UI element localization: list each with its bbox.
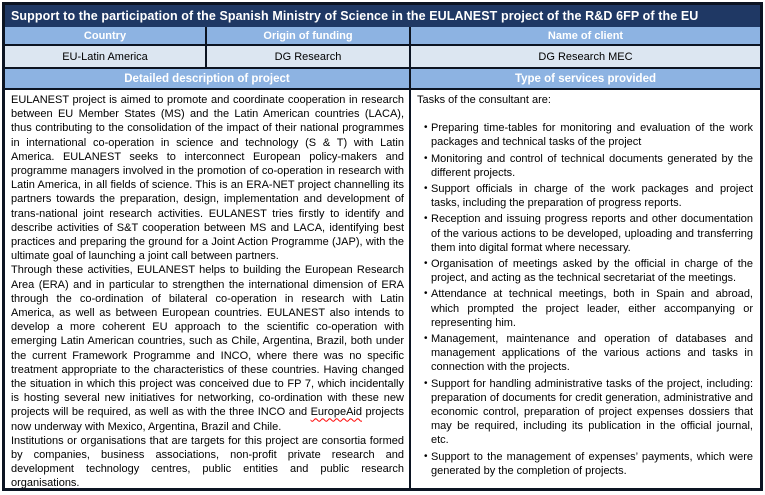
service-bullet-item: [417, 450, 754, 478]
description-body: [5, 88, 409, 488]
description-paragraph-2: [11, 263, 404, 433]
service-bullet-item: [417, 257, 754, 285]
service-bullet-item: [417, 287, 754, 330]
spellcheck-flagged-word: EuropeAid: [310, 406, 362, 419]
name-of-client-value: DG Research MEC: [409, 44, 760, 67]
service-bullet-item: [417, 332, 754, 375]
origin-of-funding-header: Origin of funding: [205, 27, 409, 44]
service-bullet-item: [417, 377, 754, 448]
bullet-icon: •: [424, 258, 428, 270]
bullet-icon: •: [424, 183, 428, 195]
description-paragraph-1: EULANEST project is aimed to promote and coordinate cooperation in research between EU Member States (MS) and the Latin American countries (LACA), thus contributing to the consolidation of the impact of their national programmes in international co-operation in science and technology (S & T) with Latin America. EULANEST seeks to interconnect European policy-makers and programme managers involved in the promotion of co-operation in research with Latin America, in all fields of science. This is an ERA-NET project channelling its partners towards the preparation, design, implementation and development of trans-national joint research activities. EULANEST tries firstly to identify and describe activities of S&T cooperation between MS and LACA, identifying best practices and preparing the ground for a Joint Action Programme (JAP), with the ultimate goal of launching a joint call between partners.: [11, 94, 404, 263]
country-header: Country: [5, 27, 205, 44]
bullet-icon: •: [424, 450, 428, 462]
service-bullet-item: [417, 182, 754, 210]
description-paragraph-3: Institutions or organisations that are targets for this project are consortia formed by companies, business associations, non-profit private research and development technology centres, public entities and public research organisations.: [11, 434, 404, 488]
bullet-icon: •: [424, 333, 428, 345]
service-bullet-item: [417, 121, 754, 149]
services-section-header: Type of services provided: [409, 67, 760, 88]
name-of-client-header: Name of client: [409, 27, 760, 44]
service-bullet-text: Management, maintenance and operation of databases and management applications of the various actions and tasks in connection with the projects.: [431, 333, 753, 374]
service-bullet-item: [417, 152, 754, 180]
bullet-icon: •: [424, 213, 428, 225]
bullet-icon: •: [424, 288, 428, 300]
bullet-icon: •: [424, 152, 428, 164]
service-bullet-text: Preparing time-tables for monitoring and evaluation of the work packages and technical tasks of the project: [431, 122, 753, 149]
service-bullet-text: Attendance at technical meetings, both in Spain and abroad, which prompted the project leader, either accompanying or representing him.: [431, 288, 753, 329]
service-bullet-text: Support to the management of expenses’ payments, which were generated by the completion of projects.: [431, 450, 753, 477]
description-section-header: Detailed description of project: [5, 67, 409, 88]
service-bullet-item: [417, 212, 754, 255]
bullet-icon: •: [424, 122, 428, 134]
origin-of-funding-value: DG Research: [205, 44, 409, 67]
project-title: Support to the participation of the Spanish Ministry of Science in the EULANEST project of the R&D 6FP of the EU: [5, 5, 760, 27]
country-value: EU-Latin America: [5, 44, 205, 67]
project-profile-table: [2, 2, 763, 491]
service-bullet-text: Reception and issuing progress reports and other documentation of the various actions to be developed, uploading and transferring them into digital format where necessary.: [431, 213, 753, 254]
service-bullet-text: Support for handling administrative tasks of the project, including: preparation of documents for credit generation, administrative and economic control, preparation of project expenses dossiers that may be required, including its publication in the official journal, etc.: [431, 377, 753, 447]
description-paragraph-2-tail: projects now underway with Mexico, Argentina, Brazil and Chile.: [11, 406, 405, 433]
service-bullet-text: Support officials in charge of the work packages and project tasks, including the preparation of progress reports.: [431, 183, 753, 210]
services-body: [409, 88, 760, 488]
service-bullet-text: Organisation of meetings asked by the official in charge of the project, and acting as the technical secretariat of the meetings.: [431, 258, 753, 285]
services-intro: Tasks of the consultant are:: [417, 94, 551, 106]
description-paragraph-2-text: Through these activities, EULANEST helps to building the European Research Area (ERA) and in particular to strengthen the international dimension of ERA through the co-ordination of bilateral co-operation in research with Latin America, as well as between European countries. EULANEST also intends to develop a more coherent EU approach to the scientific co-operation with emerging Latin American countries, such as Chile, Argentina, Brazil, both under the current Framework Programme and INCO, where there was no specific treatment appropriate to the characteristics of these countries. Having changed the situation in which this project was conceived due to FP 7, which incidentally is hosting several new initiatives for networking, co-ordination with these new projects will be required, as well as with the three INCO and: [11, 264, 404, 419]
service-bullet-text: Monitoring and control of technical documents generated by the different projects.: [431, 152, 753, 179]
bullet-icon: •: [424, 377, 428, 389]
